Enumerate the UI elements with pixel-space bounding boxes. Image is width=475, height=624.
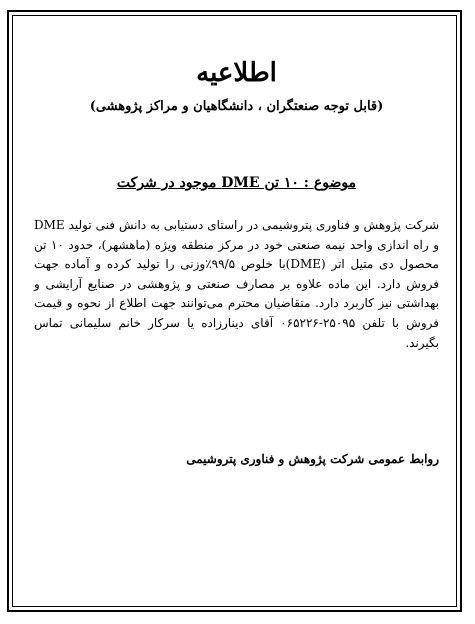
announcement-body: شرکت پژوهش و فناوری پتروشیمی در راستای دستیابی به دانش فنی تولید DME و راه اندازی واحد نیمه صنعتی خود در مرکز منطقه ویژه (ماهشهر)، حدود ۱۰ تن محصول دی متیل اتر (DME)با خلوص ۹۹/۵٪وزنی را تولید کرده و آماده جهت فروش دارد. این ماده علاوه بر مصارف صنعتی و پژوهشی در صنایع آرایشی و بهداشتی نیز کاربرد دارد. متقاضیان محترم می‌توانند جهت اطلاع از نحوه و قیمت فروش با تلفن ۲۵۰۹۵-۰۶۵۲۲۶ آقای دینارزاده یا سرکار خانم سلیمانی تماس بگیرند. — [34, 218, 439, 350]
subject-text: موضوع : ۱۰ تن DME موجود در شرکت — [116, 175, 357, 191]
announcement-subtitle: (قابل توجه صنعتگران ، دانشگاهیان و مراکز پژوهشی) — [89, 99, 384, 114]
announcement-subject — [34, 172, 439, 194]
announcement-signature: روابط عمومی شرکت پژوهش و فناوری پتروشیمی — [186, 452, 439, 466]
announcement-title: اطلاعیه — [196, 58, 277, 88]
